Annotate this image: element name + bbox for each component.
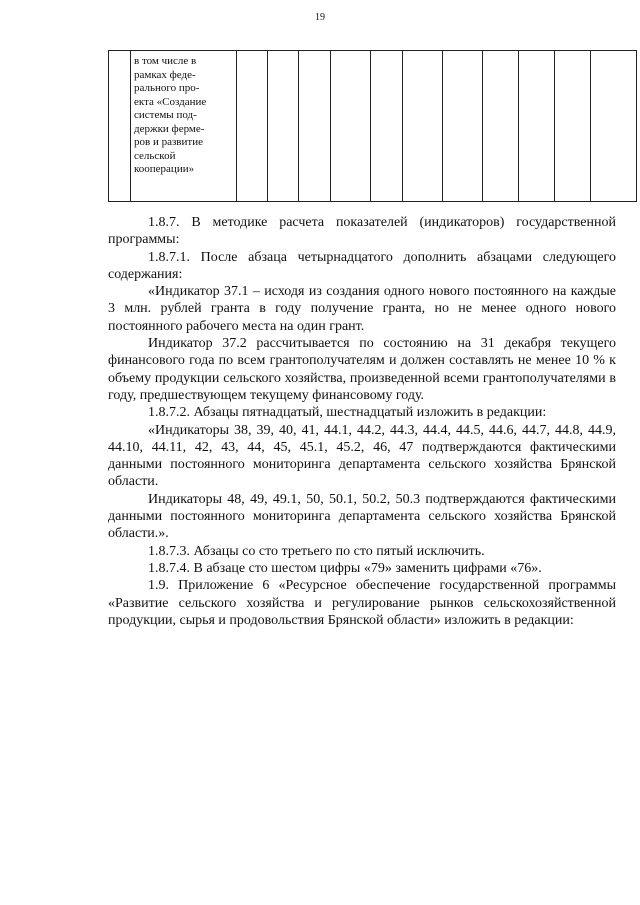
table-cell bbox=[299, 51, 331, 202]
table-cell bbox=[555, 51, 591, 202]
document-body bbox=[108, 214, 616, 629]
table-cell bbox=[109, 51, 131, 202]
paragraph: 1.8.7.1. После абзаца четырнадцатого дополнить абзацами следующего содержания: bbox=[108, 249, 616, 282]
table-cell bbox=[371, 51, 403, 202]
table-cell bbox=[331, 51, 371, 202]
paragraph: 1.9. Приложение 6 «Ресурсное обеспечение государственной программы «Развитие сельского хозяйства и регулирование рынков сельскохозяйственной продукции, сырья и продовольствия Брянской области» изложить в редакции: bbox=[108, 578, 616, 628]
paragraph: «Индикаторы 38, 39, 40, 41, 44.1, 44.2, 44.3, 44.4, 44.5, 44.6, 44.7, 44.8, 44.9, 44.10, 44.11, 42, 43, 44, 45, 45.1, 45.2, 46, 47 подтверждаются фактическими данными постоянного мониторинга департамента сельского хозяйства Брянской области. bbox=[108, 422, 616, 490]
table-cell bbox=[483, 51, 519, 202]
paragraph: Индикатор 37.2 рассчитывается по состоянию на 31 декабря текущего финансового года по всем грантополучателям и должен составлять не менее 10 % к объему продукции сельского хозяйства, произведенной всеми грантополучателями в году, предшествующем текущему финансовому году. bbox=[108, 336, 616, 403]
table-cell bbox=[403, 51, 443, 202]
paragraph: 1.8.7.4. В абзаце сто шестом цифры «79» заменить цифрами «76». bbox=[148, 560, 542, 576]
paragraph: «Индикатор 37.1 – исходя из создания одного нового постоянного на каждые 3 млн. рублей гранта в году получение гранта, но не менее одного нового постоянного рабочего места на один грант. bbox=[108, 284, 616, 334]
table-cell bbox=[237, 51, 268, 202]
paragraph: Индикаторы 48, 49, 49.1, 50, 50.1, 50.2, 50.3 подтверждаются фактическими данными постоянного мониторинга департамента сельского хозяйства Брянской области.». bbox=[108, 491, 616, 542]
page-number: 19 bbox=[315, 12, 325, 23]
paragraph: 1.8.7. В методике расчета показателей (индикаторов) государственной программы: bbox=[108, 215, 616, 248]
table-cell bbox=[268, 51, 299, 202]
continuation-table bbox=[108, 50, 637, 202]
table-cell bbox=[443, 51, 483, 202]
paragraph: 1.8.7.3. Абзацы со сто третьего по сто пятый исключить. bbox=[148, 543, 485, 559]
table-cell bbox=[519, 51, 555, 202]
table-cell-label: в том числе в рамках феде- рального про- екта «Создание системы под- держки ферме- ров и развитие сельской кооперации» bbox=[131, 51, 237, 202]
paragraph: 1.8.7.2. Абзацы пятнадцатый, шестнадцатый изложить в редакции: bbox=[148, 405, 547, 421]
table-row bbox=[109, 51, 637, 202]
table-cell bbox=[591, 51, 637, 202]
